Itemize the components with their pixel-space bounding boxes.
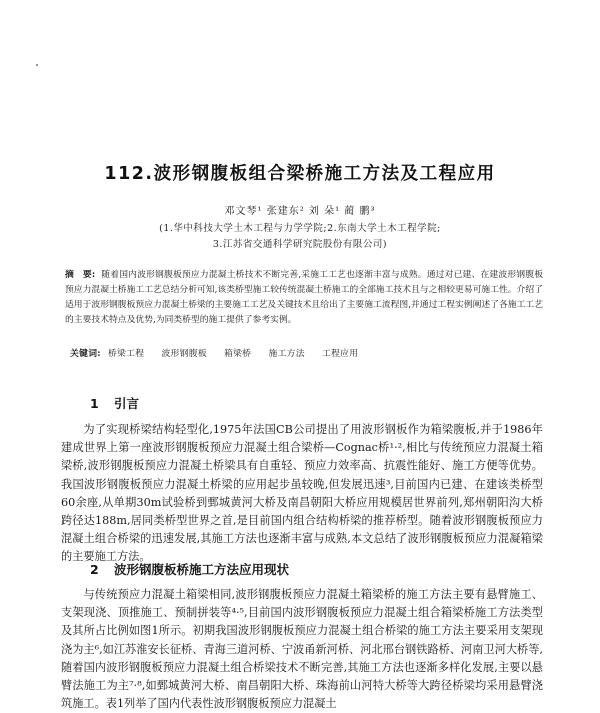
paper-title: 112.波形钢腹板组合梁桥施工方法及工程应用 [104,164,496,184]
keywords [70,346,540,359]
keywords-label: 关键词: [70,349,101,359]
section-title: 引言 [114,396,140,411]
section-heading-introduction [90,394,139,412]
keyword: 箱梁桥 [224,349,252,359]
author-list: 邓文琴¹ 张建东² 刘 朵¹ 蔺 鹏³ [224,206,376,217]
abstract-label: 摘 要: [65,270,96,280]
paragraph: 与传统预应力混凝土箱梁相同,波形钢腹板预应力混凝土箱梁桥的施工方法主要有悬臂施工、支架现浇、顶推施工、预制拼装等⁴·⁵,目前国内波形钢腹板预应力混凝土组合箱梁桥施工方法类型及其所占比例如图1所示。初期我国波形钢腹板预应力混凝土组合桥梁的施工方法主要采用支架现浇为主⁶,如江苏淮安长征桥、青海三道河桥、宁波甬新河桥、河北邢台钢铁路桥、河南卫河大桥等,随着国内波形钢腹板预应力混凝土组合桥梁技术不断完善,其施工方法也逐渐多样化发展,主要以悬臂法施工为主⁷·⁸,如鄄城黄河大桥、南昌朝阳大桥、珠海前山河特大桥等大跨径桥梁均采用悬臂浇筑施工。表1列举了国内代表性波形钢腹板预应力混凝土 [61,588,543,711]
keyword: 工程应用 [321,349,359,359]
section-title: 波形钢腹板桥施工方法应用现状 [114,562,290,577]
section-number: 1 [90,396,99,411]
section-heading-status [90,560,289,578]
keyword: 施工方法 [268,349,305,359]
abstract-text: 随着国内波形钢腹板预应力混凝土桥技术不断完善,采施工工艺也逐渐丰富与成熟。通过对已建、在建波形钢腹板预应力混凝土桥施工工艺总结分析可知,该类桥型施工较传统混凝土桥施工的全部施工技术且与之相较更易可施工性。介绍了适用于波形钢腹板预应力混凝土桥梁的主要施工工艺及关键技术且给出了主要施工流程图,并通过工程实例阐述了各施工工艺的主要技术特点及优势,为同类桥型的施工提供了参考实例。 [65,270,543,325]
affiliation-line-1: (1.华中科技大学土木工程与力学学院;2.东南大学土木工程学院; [159,223,441,234]
keyword: 桥梁工程 [107,349,145,359]
section-body-introduction [61,421,543,567]
affiliation-line-2: 3.江苏省交通科学研究院股份有限公司) [212,239,388,250]
section-number: 2 [90,562,99,577]
abstract [65,268,543,328]
section-body-status [61,586,543,713]
scan-speck [36,64,38,66]
paragraph: 为了实现桥梁结构轻型化,1975年法国CB公司提出了用波形钢板作为箱梁腹板,并于1986年建成世界上第一座波形钢腹板预应力混凝土组合梁桥—Cognac桥¹·²,相比与传统预应力混凝土箱梁桥,波形钢腹板预应力混凝土桥梁具有自重轻、预应力效率高、抗震性能好、施工方便等优势。我国波形钢腹板预应力混凝土桥梁的应用起步虽较晚,但发展迅速³,目前国内已建、在建该类桥型60余座,从单期30m试验桥到鄄城黄河大桥及南昌朝阳大桥应用规模居世界前列,郑州朝阳沟大桥跨径达188m,居同类桥型世界之首,是目前国内组合结构桥梁的推荐桥型。随着波形钢腹板预应力混凝土组合桥梁的迅速发展,其施工方法也逐渐丰富与成熟,本文总结了波形钢腹板预应力混凝箱梁的主要施工方法。 [61,423,543,564]
keyword: 波形钢腹板 [161,349,207,359]
